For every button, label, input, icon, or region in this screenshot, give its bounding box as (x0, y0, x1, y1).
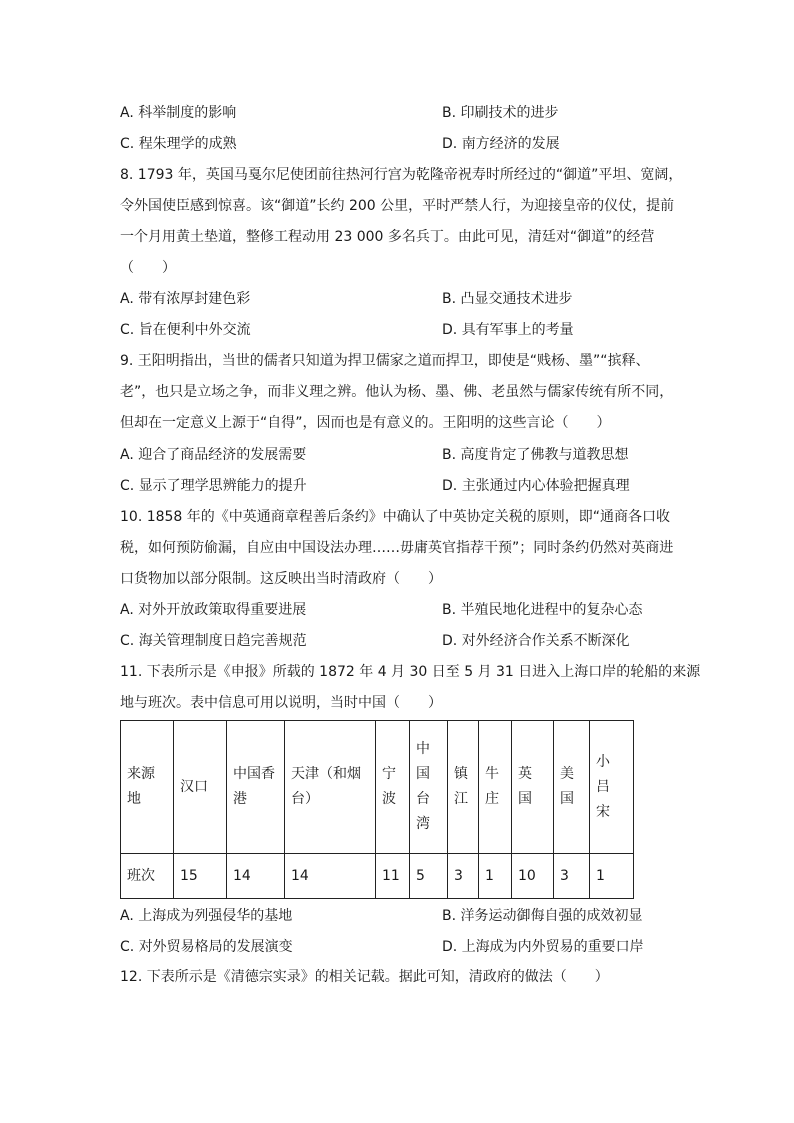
q11-option-a[interactable]: A. 上海成为列强侵华的基地 (120, 908, 293, 924)
q9-stem-line: 但却在一定意义上源于“自得”，因而也是有意义的。王阳明的这些言论（ ） (120, 415, 611, 431)
q7-option-d[interactable]: D. 南方经济的发展 (442, 136, 560, 152)
table-col-hankou: 汉口 (174, 721, 227, 854)
table-cell: 3 (448, 854, 479, 899)
table-col-ningbo: 宁 波 (376, 721, 410, 854)
q12-stem-line: 12. 下表所示是《清德宗实录》的相关记载。据此可知，清政府的做法（ ） (120, 969, 609, 985)
table-col-luzon: 小 吕 宋 (590, 721, 634, 854)
table-header-label: 来源 地 (121, 721, 174, 854)
q7-option-b[interactable]: B. 印刷技术的进步 (442, 105, 559, 121)
q10-option-b[interactable]: B. 半殖民地化进程中的复杂心态 (442, 602, 643, 618)
table-cell: 14 (285, 854, 376, 899)
q11-option-c[interactable]: C. 对外贸易格局的发展演变 (120, 939, 293, 955)
q7-option-a[interactable]: A. 科举制度的影响 (120, 105, 237, 121)
q10-stem-line: 口货物加以部分限制。这反映出当时清政府（ ） (120, 571, 442, 587)
table-cell: 5 (410, 854, 448, 899)
table-cell: 1 (479, 854, 512, 899)
q10-option-c[interactable]: C. 海关管理制度日趋完善规范 (120, 633, 307, 649)
q11-option-d[interactable]: D. 上海成为内外贸易的重要口岸 (442, 939, 644, 955)
q9-option-b[interactable]: B. 高度肯定了佛教与道教思想 (442, 447, 629, 463)
q8-option-d[interactable]: D. 具有军事上的考量 (442, 322, 574, 338)
table-cell: 3 (554, 854, 590, 899)
q11-stem-line: 地与班次。表中信息可用以说明，当时中国（ ） (120, 695, 442, 711)
q9-option-a[interactable]: A. 迎合了商品经济的发展需要 (120, 447, 307, 463)
table-row-label: 班次 (121, 854, 174, 899)
table-col-britain: 英 国 (512, 721, 554, 854)
table-col-usa: 美 国 (554, 721, 590, 854)
q8-option-a[interactable]: A. 带有浓厚封建色彩 (120, 291, 251, 307)
q7-option-c[interactable]: C. 程朱理学的成熟 (120, 136, 237, 152)
table-col-tianjin: 天津（和烟 台） (285, 721, 376, 854)
table-cell: 15 (174, 854, 227, 899)
q8-stem-line: 令外国使臣感到惊喜。该“御道”长约 200 公里，平时严禁人行，为迎接皇帝的仪仗，提前 (120, 198, 675, 214)
q10-stem-line: 10. 1858 年的《中英通商章程善后条约》中确认了中英协定关税的原则，即“通商各口收 (120, 509, 671, 525)
table-row (121, 854, 634, 899)
q10-option-a[interactable]: A. 对外开放政策取得重要进展 (120, 602, 307, 618)
q11-option-b[interactable]: B. 洋务运动御侮自强的成效初显 (442, 908, 643, 924)
q9-option-c[interactable]: C. 显示了理学思辨能力的提升 (120, 478, 307, 494)
q8-option-c[interactable]: C. 旨在便利中外交流 (120, 322, 251, 338)
ship-source-table (120, 720, 634, 899)
q10-stem-line: 税，如何预防偷漏，自应由中国设法办理……毋庸英官指荐干预”；同时条约仍然对英商进 (120, 540, 674, 556)
table-cell: 11 (376, 854, 410, 899)
table-cell: 10 (512, 854, 554, 899)
table-col-taiwan: 中 国 台 湾 (410, 721, 448, 854)
table-cell: 14 (227, 854, 285, 899)
q11-stem-line: 11. 下表所示是《申报》所载的 1872 年 4 月 30 日至 5 月 31 日进入上海口岸的轮船的来源 (120, 664, 701, 680)
q9-stem-line: 老”，也只是立场之争，而非义理之辨。他认为杨、墨、佛、老虽然与儒家传统有所不同， (120, 384, 674, 400)
q9-stem-line: 9. 王阳明指出，当世的儒者只知道为捍卫儒家之道而捍卫，即使是“贱杨、墨”“摈释、 (120, 353, 650, 369)
q10-option-d[interactable]: D. 对外经济合作关系不断深化 (442, 633, 630, 649)
table-col-zhenjiang: 镇 江 (448, 721, 479, 854)
table-col-hongkong: 中国香 港 (227, 721, 285, 854)
q8-stem-line: 一个月用黄土垫道，整修工程动用 23 000 多名兵丁。由此可见，清廷对“御道”的经营 (120, 229, 655, 245)
table-col-niuzhuang: 牛 庄 (479, 721, 512, 854)
q8-stem-line: 8. 1793 年，英国马戛尔尼使团前往热河行宫为乾隆帝祝寿时所经过的“御道”平坦、宽阔， (120, 167, 683, 183)
table-header-row (121, 721, 634, 854)
q9-option-d[interactable]: D. 主张通过内心体验把握真理 (442, 478, 630, 494)
table-cell: 1 (590, 854, 634, 899)
q8-answer-blank: （ ） (120, 260, 176, 276)
q8-option-b[interactable]: B. 凸显交通技术进步 (442, 291, 573, 307)
